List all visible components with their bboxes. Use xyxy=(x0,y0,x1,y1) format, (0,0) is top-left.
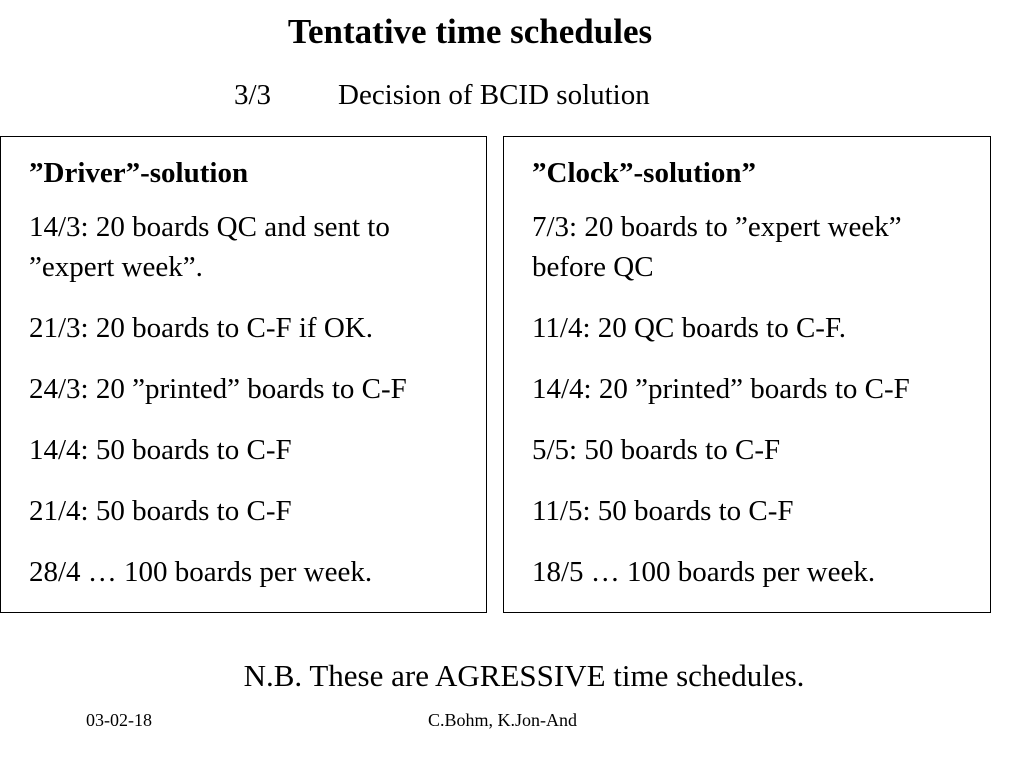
clock-schedule-item-line: before QC xyxy=(532,251,654,283)
driver-schedule-item-line: 14/3: 20 boards QC and sent to xyxy=(29,211,390,243)
aggressive-schedule-note: N.B. These are AGRESSIVE time schedules. xyxy=(243,658,805,693)
clock-schedule-item-line: 5/5: 50 boards to C-F xyxy=(532,434,781,466)
footer-authors: C.Bohm, K.Jon-And xyxy=(428,710,578,730)
driver-schedule-item-line: 14/4: 50 boards to C-F xyxy=(29,434,292,466)
driver-schedule-item xyxy=(29,491,480,531)
clock-schedule-item xyxy=(532,430,984,470)
footer-date: 03-02-18 xyxy=(86,710,152,730)
clock-solution-box xyxy=(503,136,991,613)
clock-schedule-item-line: 18/5 … 100 boards per week. xyxy=(532,556,876,588)
driver-schedule-item xyxy=(29,308,480,348)
clock-schedule-item xyxy=(532,369,984,409)
driver-schedule-item-line: 28/4 … 100 boards per week. xyxy=(29,556,373,588)
clock-schedule-item-line: 14/4: 20 ”printed” boards to C-F xyxy=(532,373,910,405)
clock-schedule-item xyxy=(532,491,984,531)
clock-schedule-item-line: 7/3: 20 boards to ”expert week” xyxy=(532,211,902,243)
driver-solution-box xyxy=(0,136,487,613)
clock-schedule-item xyxy=(532,308,984,348)
driver-schedule-item-line: ”expert week”. xyxy=(29,251,203,283)
driver-solution-heading: ”Driver”-solution xyxy=(29,157,249,189)
driver-solution-content xyxy=(29,155,480,613)
clock-schedule-item-line: 11/5: 50 boards to C-F xyxy=(532,495,794,527)
driver-schedule-item-line: 21/3: 20 boards to C-F if OK. xyxy=(29,312,373,344)
driver-schedule-item-line: 24/3: 20 ”printed” boards to C-F xyxy=(29,373,407,405)
driver-schedule-item xyxy=(29,369,480,409)
slide-title: Tentative time schedules xyxy=(287,12,653,51)
subtitle-text: Decision of BCID solution xyxy=(338,79,650,111)
clock-solution-content xyxy=(532,155,984,613)
clock-solution-heading: ”Clock”-solution” xyxy=(532,157,756,189)
clock-schedule-item xyxy=(532,207,984,287)
slide-subtitle xyxy=(234,77,650,113)
driver-schedule-item-line: 21/4: 50 boards to C-F xyxy=(29,495,292,527)
driver-schedule-item xyxy=(29,552,480,592)
driver-schedule-item xyxy=(29,430,480,470)
clock-schedule-item-line: 11/4: 20 QC boards to C-F. xyxy=(532,312,847,344)
clock-schedule-item xyxy=(532,552,984,592)
subtitle-number: 3/3 xyxy=(234,79,272,111)
driver-schedule-item xyxy=(29,207,480,287)
